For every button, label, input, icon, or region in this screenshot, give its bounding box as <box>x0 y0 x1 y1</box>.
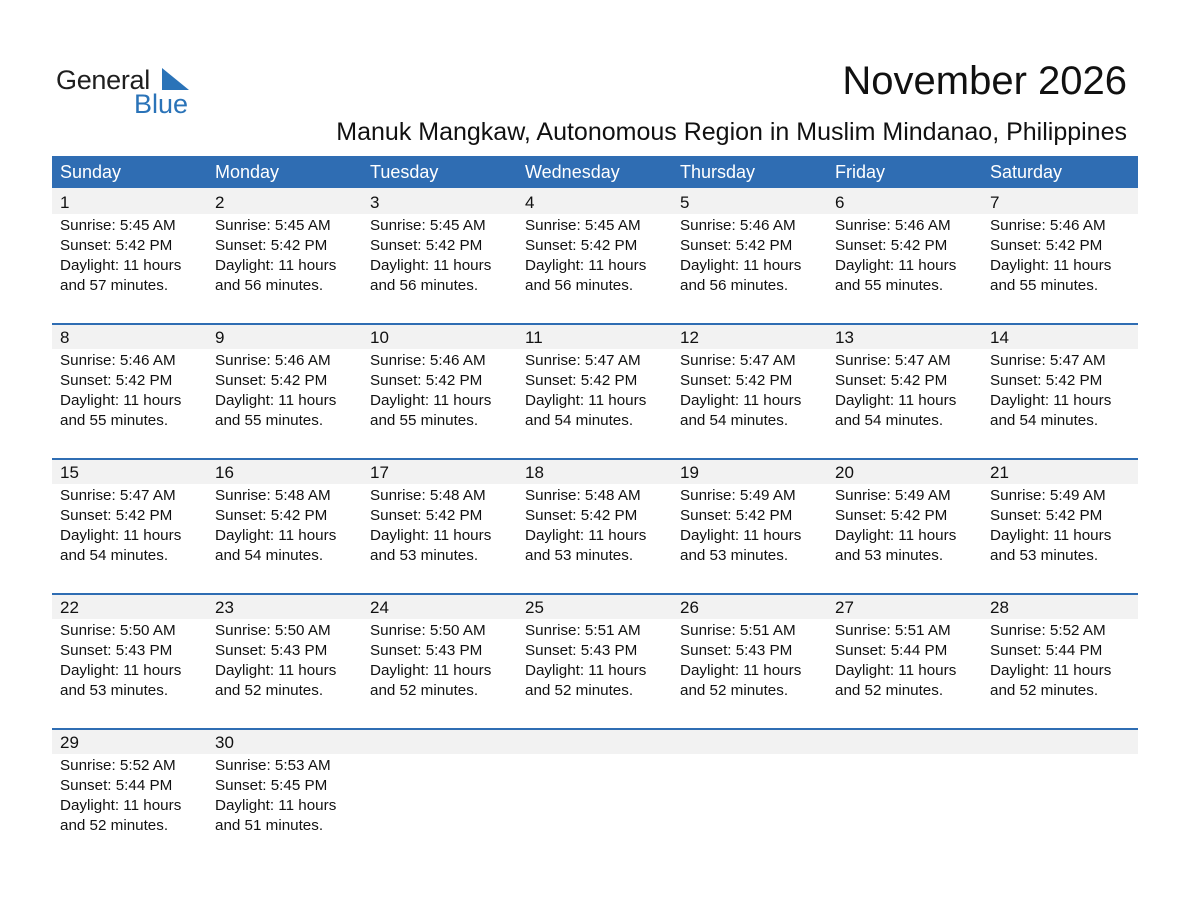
daylight-text: Daylight: 11 hours <box>215 392 337 409</box>
sun-info <box>990 486 1111 566</box>
sunset-text: Sunset: 5:42 PM <box>215 507 328 524</box>
sun-info <box>215 756 336 836</box>
daylight-text: Daylight: 11 hours <box>835 527 957 544</box>
daylight-text: Daylight: 11 hours <box>835 257 957 274</box>
sunrise-text: Sunrise: 5:49 AM <box>835 487 951 504</box>
week-row <box>52 323 1138 458</box>
day-cell <box>362 188 517 323</box>
daylight-minutes-text: and 56 minutes. <box>680 277 789 294</box>
logo-triangle-icon <box>162 68 189 90</box>
day-number: 7 <box>990 193 1000 212</box>
daylight-minutes-text: and 52 minutes. <box>60 817 169 834</box>
sunrise-text: Sunrise: 5:47 AM <box>60 487 176 504</box>
day-number: 19 <box>680 463 699 482</box>
day-number: 8 <box>60 328 70 347</box>
sunrise-text: Sunrise: 5:49 AM <box>990 487 1106 504</box>
sunset-text: Sunset: 5:42 PM <box>370 237 483 254</box>
sun-info <box>990 351 1111 431</box>
sunset-text: Sunset: 5:42 PM <box>990 372 1103 389</box>
day-cell <box>52 593 207 728</box>
daylight-minutes-text: and 56 minutes. <box>525 277 634 294</box>
day-number: 24 <box>370 598 389 617</box>
day-number: 26 <box>680 598 699 617</box>
sunrise-text: Sunrise: 5:52 AM <box>990 622 1106 639</box>
empty-day-cell <box>517 728 672 863</box>
day-number: 4 <box>525 193 535 212</box>
daylight-minutes-text: and 53 minutes. <box>990 547 1099 564</box>
day-cell <box>827 593 982 728</box>
daylight-minutes-text: and 52 minutes. <box>525 682 634 699</box>
sunrise-text: Sunrise: 5:46 AM <box>680 217 796 234</box>
daylight-text: Daylight: 11 hours <box>60 392 182 409</box>
sunset-text: Sunset: 5:42 PM <box>60 507 173 524</box>
day-number: 10 <box>370 328 389 347</box>
day-number: 18 <box>525 463 544 482</box>
day-cell <box>827 323 982 458</box>
day-number: 20 <box>835 463 854 482</box>
daylight-text: Daylight: 11 hours <box>60 257 182 274</box>
sun-info <box>680 351 801 431</box>
sun-info <box>835 621 956 701</box>
daylight-text: Daylight: 11 hours <box>60 662 182 679</box>
daylight-text: Daylight: 11 hours <box>835 392 957 409</box>
daylight-text: Daylight: 11 hours <box>525 392 647 409</box>
daylight-text: Daylight: 11 hours <box>370 662 492 679</box>
daylight-minutes-text: and 54 minutes. <box>680 412 789 429</box>
week-row <box>52 728 1138 863</box>
weekday-monday: Monday <box>215 162 280 182</box>
sunrise-text: Sunrise: 5:47 AM <box>680 352 796 369</box>
daylight-minutes-text: and 53 minutes. <box>525 547 634 564</box>
sunset-text: Sunset: 5:42 PM <box>370 507 483 524</box>
daylight-text: Daylight: 11 hours <box>680 392 802 409</box>
day-number: 17 <box>370 463 389 482</box>
weekday-thursday: Thursday <box>680 162 756 182</box>
sunrise-text: Sunrise: 5:48 AM <box>215 487 331 504</box>
sunrise-text: Sunrise: 5:46 AM <box>215 352 331 369</box>
sun-info <box>525 216 646 296</box>
sunrise-text: Sunrise: 5:51 AM <box>525 622 641 639</box>
sunset-text: Sunset: 5:43 PM <box>215 642 328 659</box>
weekday-tuesday: Tuesday <box>370 162 439 182</box>
daylight-minutes-text: and 54 minutes. <box>60 547 169 564</box>
daylight-minutes-text: and 52 minutes. <box>680 682 789 699</box>
daylight-text: Daylight: 11 hours <box>215 662 337 679</box>
day-cell <box>672 188 827 323</box>
sunset-text: Sunset: 5:42 PM <box>60 237 173 254</box>
daylight-minutes-text: and 55 minutes. <box>370 412 479 429</box>
daylight-minutes-text: and 53 minutes. <box>680 547 789 564</box>
sunset-text: Sunset: 5:42 PM <box>60 372 173 389</box>
daylight-text: Daylight: 11 hours <box>525 662 647 679</box>
weekday-header <box>52 156 1138 188</box>
daylight-minutes-text: and 56 minutes. <box>370 277 479 294</box>
sun-info <box>60 756 181 836</box>
sun-info <box>215 486 336 566</box>
daylight-text: Daylight: 11 hours <box>60 797 182 814</box>
day-number: 16 <box>215 463 234 482</box>
daylight-minutes-text: and 55 minutes. <box>215 412 324 429</box>
sunset-text: Sunset: 5:42 PM <box>370 372 483 389</box>
day-cell <box>827 458 982 593</box>
daylight-minutes-text: and 57 minutes. <box>60 277 169 294</box>
day-cell <box>982 323 1137 458</box>
sun-info <box>60 621 181 701</box>
sunrise-text: Sunrise: 5:46 AM <box>60 352 176 369</box>
sun-info <box>60 351 181 431</box>
daylight-text: Daylight: 11 hours <box>990 662 1112 679</box>
sunset-text: Sunset: 5:43 PM <box>60 642 173 659</box>
sunrise-text: Sunrise: 5:47 AM <box>835 352 951 369</box>
sunrise-text: Sunrise: 5:50 AM <box>370 622 486 639</box>
sunset-text: Sunset: 5:42 PM <box>680 372 793 389</box>
daylight-minutes-text: and 54 minutes. <box>990 412 1099 429</box>
sunset-text: Sunset: 5:42 PM <box>215 237 328 254</box>
day-cell <box>207 458 362 593</box>
daylight-text: Daylight: 11 hours <box>370 527 492 544</box>
sun-info <box>370 351 491 431</box>
day-cell <box>52 458 207 593</box>
sunset-text: Sunset: 5:44 PM <box>835 642 948 659</box>
sun-info <box>525 486 646 566</box>
sun-info <box>215 621 336 701</box>
day-number: 1 <box>60 193 70 212</box>
empty-day-cell <box>362 728 517 863</box>
daylight-text: Daylight: 11 hours <box>215 797 337 814</box>
daylight-text: Daylight: 11 hours <box>680 662 802 679</box>
sunset-text: Sunset: 5:42 PM <box>215 372 328 389</box>
location-subtitle: Manuk Mangkaw, Autonomous Region in Muslim Mindanao, Philippines <box>336 118 1127 146</box>
day-number: 22 <box>60 598 79 617</box>
sunrise-text: Sunrise: 5:45 AM <box>60 217 176 234</box>
sun-info <box>215 216 336 296</box>
sunset-text: Sunset: 5:42 PM <box>680 507 793 524</box>
sunrise-text: Sunrise: 5:45 AM <box>370 217 486 234</box>
day-cell <box>517 188 672 323</box>
day-cell <box>982 188 1137 323</box>
daylight-text: Daylight: 11 hours <box>835 662 957 679</box>
day-number: 30 <box>215 733 234 752</box>
sunset-text: Sunset: 5:45 PM <box>215 777 328 794</box>
day-cell <box>207 188 362 323</box>
sunrise-text: Sunrise: 5:53 AM <box>215 757 331 774</box>
day-cell <box>362 323 517 458</box>
sunset-text: Sunset: 5:42 PM <box>835 372 948 389</box>
day-number: 5 <box>680 193 690 212</box>
daylight-text: Daylight: 11 hours <box>990 392 1112 409</box>
sunset-text: Sunset: 5:42 PM <box>835 507 948 524</box>
sunrise-text: Sunrise: 5:49 AM <box>680 487 796 504</box>
daylight-minutes-text: and 53 minutes. <box>835 547 944 564</box>
sunrise-text: Sunrise: 5:51 AM <box>835 622 951 639</box>
day-number: 12 <box>680 328 699 347</box>
day-number: 2 <box>215 193 225 212</box>
sunset-text: Sunset: 5:42 PM <box>835 237 948 254</box>
day-cell <box>672 593 827 728</box>
daylight-text: Daylight: 11 hours <box>215 257 337 274</box>
empty-day-cell <box>827 728 982 863</box>
sun-info <box>835 486 956 566</box>
sun-info <box>835 351 956 431</box>
daylight-text: Daylight: 11 hours <box>370 392 492 409</box>
day-number: 21 <box>990 463 1009 482</box>
sun-info <box>60 486 181 566</box>
week-row <box>52 188 1138 323</box>
sun-info <box>680 216 801 296</box>
daylight-minutes-text: and 52 minutes. <box>835 682 944 699</box>
sun-info <box>835 216 956 296</box>
daylight-text: Daylight: 11 hours <box>525 527 647 544</box>
daylight-text: Daylight: 11 hours <box>525 257 647 274</box>
day-cell <box>362 458 517 593</box>
calendar-grid <box>52 188 1138 863</box>
sun-info <box>215 351 336 431</box>
day-cell <box>517 593 672 728</box>
sun-info <box>680 486 801 566</box>
sunset-text: Sunset: 5:44 PM <box>60 777 173 794</box>
sunrise-text: Sunrise: 5:46 AM <box>370 352 486 369</box>
sunrise-text: Sunrise: 5:48 AM <box>370 487 486 504</box>
day-cell <box>207 728 362 863</box>
daylight-minutes-text: and 55 minutes. <box>60 412 169 429</box>
day-cell <box>827 188 982 323</box>
daylight-minutes-text: and 54 minutes. <box>215 547 324 564</box>
logo-blue-text: Blue <box>134 89 189 119</box>
sun-info <box>370 621 491 701</box>
sunset-text: Sunset: 5:42 PM <box>525 237 638 254</box>
sunset-text: Sunset: 5:42 PM <box>990 507 1103 524</box>
daylight-text: Daylight: 11 hours <box>60 527 182 544</box>
sunset-text: Sunset: 5:42 PM <box>525 507 638 524</box>
sun-info <box>525 621 646 701</box>
day-number: 15 <box>60 463 79 482</box>
day-cell <box>982 458 1137 593</box>
daylight-text: Daylight: 11 hours <box>990 257 1112 274</box>
day-number: 23 <box>215 598 234 617</box>
sunrise-text: Sunrise: 5:47 AM <box>525 352 641 369</box>
sun-info <box>990 621 1111 701</box>
weekday-wednesday: Wednesday <box>525 162 620 182</box>
day-cell <box>362 593 517 728</box>
day-number: 28 <box>990 598 1009 617</box>
daylight-minutes-text: and 55 minutes. <box>990 277 1099 294</box>
empty-day-cell <box>672 728 827 863</box>
day-number: 6 <box>835 193 845 212</box>
weekday-sunday: Sunday <box>60 162 122 182</box>
daylight-minutes-text: and 54 minutes. <box>525 412 634 429</box>
generalblue-logo <box>56 64 196 120</box>
day-cell <box>672 458 827 593</box>
sunset-text: Sunset: 5:43 PM <box>680 642 793 659</box>
sunset-text: Sunset: 5:42 PM <box>680 237 793 254</box>
sunset-text: Sunset: 5:44 PM <box>990 642 1103 659</box>
sunset-text: Sunset: 5:43 PM <box>525 642 638 659</box>
sunrise-text: Sunrise: 5:46 AM <box>990 217 1106 234</box>
day-number: 11 <box>525 328 543 347</box>
sun-info <box>60 216 181 296</box>
weekday-saturday: Saturday <box>990 162 1063 182</box>
daylight-text: Daylight: 11 hours <box>370 257 492 274</box>
daylight-text: Daylight: 11 hours <box>215 527 337 544</box>
sunrise-text: Sunrise: 5:51 AM <box>680 622 796 639</box>
day-cell <box>52 728 207 863</box>
logo-general-text: General <box>56 65 150 95</box>
day-number: 25 <box>525 598 544 617</box>
week-row <box>52 593 1138 728</box>
sunrise-text: Sunrise: 5:45 AM <box>215 217 331 234</box>
sunrise-text: Sunrise: 5:45 AM <box>525 217 641 234</box>
daylight-minutes-text: and 56 minutes. <box>215 277 324 294</box>
day-number: 3 <box>370 193 380 212</box>
sun-info <box>680 621 801 701</box>
day-cell <box>672 323 827 458</box>
day-cell <box>52 188 207 323</box>
daylight-minutes-text: and 53 minutes. <box>370 547 479 564</box>
weekday-friday: Friday <box>835 162 886 182</box>
day-cell <box>207 323 362 458</box>
day-cell <box>207 593 362 728</box>
daylight-minutes-text: and 54 minutes. <box>835 412 944 429</box>
day-cell <box>517 323 672 458</box>
day-cell <box>982 593 1137 728</box>
day-number: 14 <box>990 328 1009 347</box>
sunrise-text: Sunrise: 5:47 AM <box>990 352 1106 369</box>
daylight-minutes-text: and 52 minutes. <box>990 682 1099 699</box>
sunset-text: Sunset: 5:42 PM <box>990 237 1103 254</box>
day-cell <box>517 458 672 593</box>
daylight-minutes-text: and 53 minutes. <box>60 682 169 699</box>
sun-info <box>370 486 491 566</box>
day-cell <box>52 323 207 458</box>
sun-info <box>990 216 1111 296</box>
daylight-text: Daylight: 11 hours <box>680 257 802 274</box>
sunset-text: Sunset: 5:43 PM <box>370 642 483 659</box>
day-number: 13 <box>835 328 854 347</box>
sunrise-text: Sunrise: 5:48 AM <box>525 487 641 504</box>
daylight-minutes-text: and 51 minutes. <box>215 817 324 834</box>
daylight-text: Daylight: 11 hours <box>680 527 802 544</box>
daylight-minutes-text: and 52 minutes. <box>215 682 324 699</box>
day-number: 9 <box>215 328 225 347</box>
sunrise-text: Sunrise: 5:46 AM <box>835 217 951 234</box>
sunrise-text: Sunrise: 5:50 AM <box>215 622 331 639</box>
sunrise-text: Sunrise: 5:52 AM <box>60 757 176 774</box>
sunset-text: Sunset: 5:42 PM <box>525 372 638 389</box>
sun-info <box>525 351 646 431</box>
week-row <box>52 458 1138 593</box>
day-number: 29 <box>60 733 79 752</box>
empty-day-cell <box>982 728 1137 863</box>
daylight-text: Daylight: 11 hours <box>990 527 1112 544</box>
page-title: November 2026 <box>842 59 1127 103</box>
daylight-minutes-text: and 52 minutes. <box>370 682 479 699</box>
sunrise-text: Sunrise: 5:50 AM <box>60 622 176 639</box>
daylight-minutes-text: and 55 minutes. <box>835 277 944 294</box>
day-number: 27 <box>835 598 854 617</box>
sun-info <box>370 216 491 296</box>
